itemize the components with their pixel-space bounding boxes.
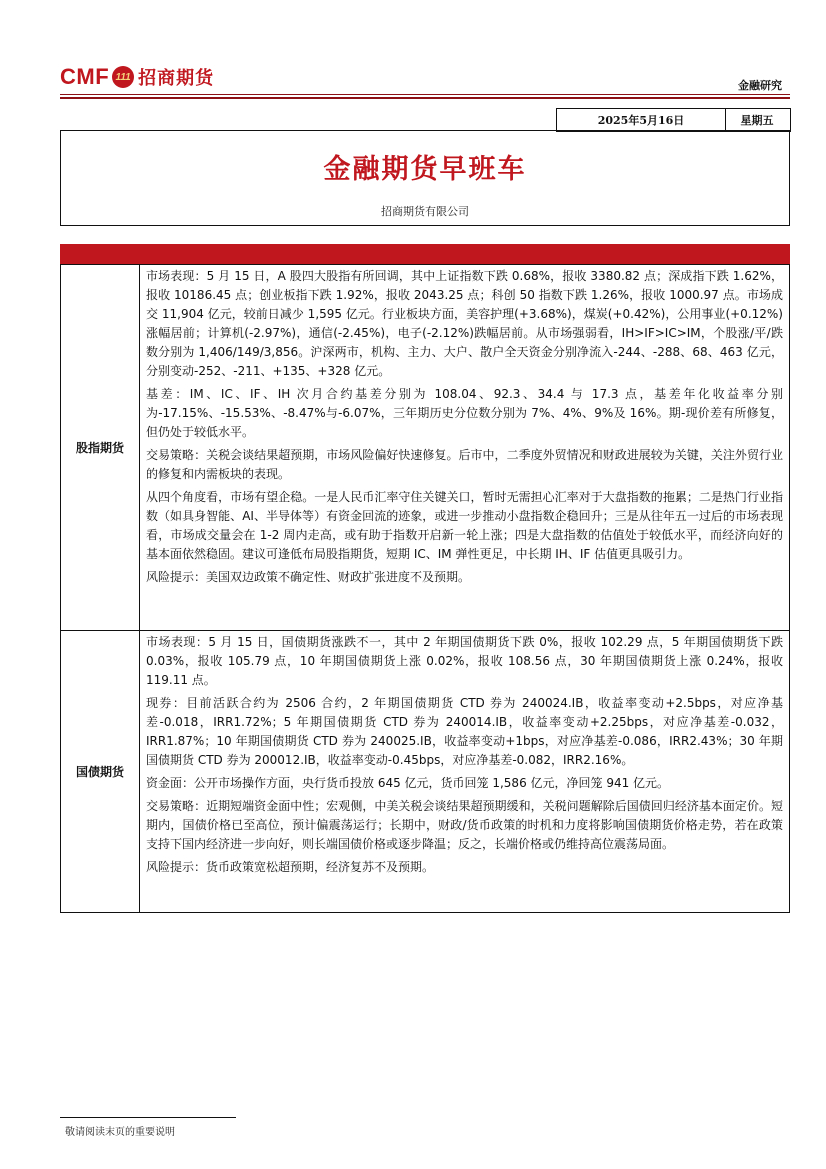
paragraph-outlook: 从四个角度看，市场有望企稳。一是人民币汇率守住关键关口，暂时无需担心汇率对于大盘指数的拖累；二是热门行业指数（如具身智能、AI、半导体等）有资金回流的迹象，或进一步推动小盘指数企稳回升；三是从往年五一过后的市场表现看，市场成交量会在 1-2 周内走高，或有助于指数开启新一轮上涨；四是大盘指数的估值处于较低水平，而经济向好的基本面依然稳固。建议可逢低布局股指期货，短期 IC、IM 弹性更足，中长期 IH、IF 估值更具吸引力。 <box>146 490 783 561</box>
page-title: 金融期货早班车 <box>323 154 527 185</box>
section-header-bar <box>60 244 790 264</box>
title-box <box>60 130 790 226</box>
footer-divider <box>60 1117 236 1118</box>
section-content <box>140 265 790 631</box>
paragraph-market: 市场表现：5 月 15 日，国债期货涨跌不一，其中 2 年期国债期货下跌 0%，报收 102.29 点，5 年期国债期货下跌 0.03%，报收 105.79 点，10 年期国债期货上涨 0.02%，报收 108.56 点，30 年期国债期货上涨 0.24%，报收 119.11 点。 <box>146 635 783 687</box>
paragraph-liquidity: 资金面：公开市场操作方面，央行货币投放 645 亿元，货币回笼 1,586 亿元，净回笼 941 亿元。 <box>146 776 670 790</box>
paragraph-bonds: 现券：目前活跃合约为 2506 合约，2 年期国债期货 CTD 券为 240024.IB，收益率变动+2.5bps，对应净基差-0.018，IRR1.72%；5 年期国债期货 CTD 券为 240014.IB，收益率变动+2.25bps，对应净基差-0.032，IRR1.87%；10 年期国债期货 CTD 券为 240025.IB，收益率变动+1bps，对应净基差-0.086，IRR2.43%；30 年期国债期货 CTD 券为 200012.IB，收益率变动-0.45bps，对应净基差-0.082，IRR2.16%。 <box>146 696 783 767</box>
paragraph-market: 市场表现：5 月 15 日，A 股四大股指有所回调，其中上证指数下跌 0.68%，报收 3380.82 点；深成指下跌 1.62%，报收 10186.45 点；创业板指下跌 1.92%，报收 2043.25 点；科创 50 指数下跌 1.26%，报收 1000.97 点。市场成交 11,904 亿元，较前日减少 1,595 亿元。行业板块方面，美容护理(+3.68%)，煤炭(+0.42%)，公用事业(+0.12%)涨幅居前；计算机(-2.97%)，通信(-2.45%)，电子(-2.12%)跌幅居前。从市场强弱看，IH>IF>IC>IM，个股涨/平/跌数分别为 1,406/149/3,856。沪深两市，机构、主力、大户、散户全天资金分别净流入-244、-288、68、463 亿元，分别变动-252、-211、+135、+328 亿元。 <box>146 269 783 378</box>
report-category-tag: 金融研究 <box>738 79 782 92</box>
paragraph-basis: 基差：IM、IC、IF、IH 次月合约基差分别为 108.04、92.3、34.4 与 17.3 点，基差年化收益率分别为-17.15%、-15.53%、-8.47%与-6.07%，三年期历史分位数分别为 7%、4%、9%及 16%。期-现价差有所修复，但仍处于较低水平。 <box>146 387 783 439</box>
content-table <box>60 264 790 913</box>
header-divider-thick <box>60 97 790 99</box>
company-logo <box>60 64 214 90</box>
logo-company-name: 招商期货 <box>138 68 215 89</box>
header-divider <box>60 94 790 95</box>
paragraph-strategy: 交易策略：近期短端资金面中性；宏观侧，中美关税会谈结果超预期缓和，关税问题解除后国债回归经济基本面定价。短期内，国债价格已至高位，预计偏震荡运行；长期中，财政/货币政策的时机和力度将影响国债期货价格走势，若在政策支持下国内经济进一步向好，则长端国债价格或逐步降温；反之，长端价格或仍维持高位震荡局面。 <box>146 799 783 851</box>
company-subtitle: 招商期货有限公司 <box>381 205 469 218</box>
logo-cmf-text: CMF <box>60 64 110 89</box>
report-weekday: 星期五 <box>724 108 791 132</box>
table-row <box>61 265 790 631</box>
report-date: 2025年5月16日 <box>556 108 726 132</box>
section-content <box>140 631 790 913</box>
category-label: 股指期货 <box>61 265 140 631</box>
paragraph-risk: 风险提示：货币政策宽松超预期，经济复苏不及预期。 <box>146 860 435 874</box>
paragraph-risk: 风险提示：美国双边政策不确定性、财政扩张进度不及预期。 <box>146 570 471 584</box>
paragraph-strategy: 交易策略：关税会谈结果超预期，市场风险偏好快速修复。后市中，二季度外贸情况和财政进展较为关键，关注外贸行业的修复和内需板块的表现。 <box>146 448 783 481</box>
logo-badge-icon: 111 <box>112 66 134 88</box>
category-label: 国债期货 <box>61 631 140 913</box>
footer-disclaimer: 敬请阅读末页的重要说明 <box>65 1127 175 1138</box>
table-row <box>61 631 790 913</box>
